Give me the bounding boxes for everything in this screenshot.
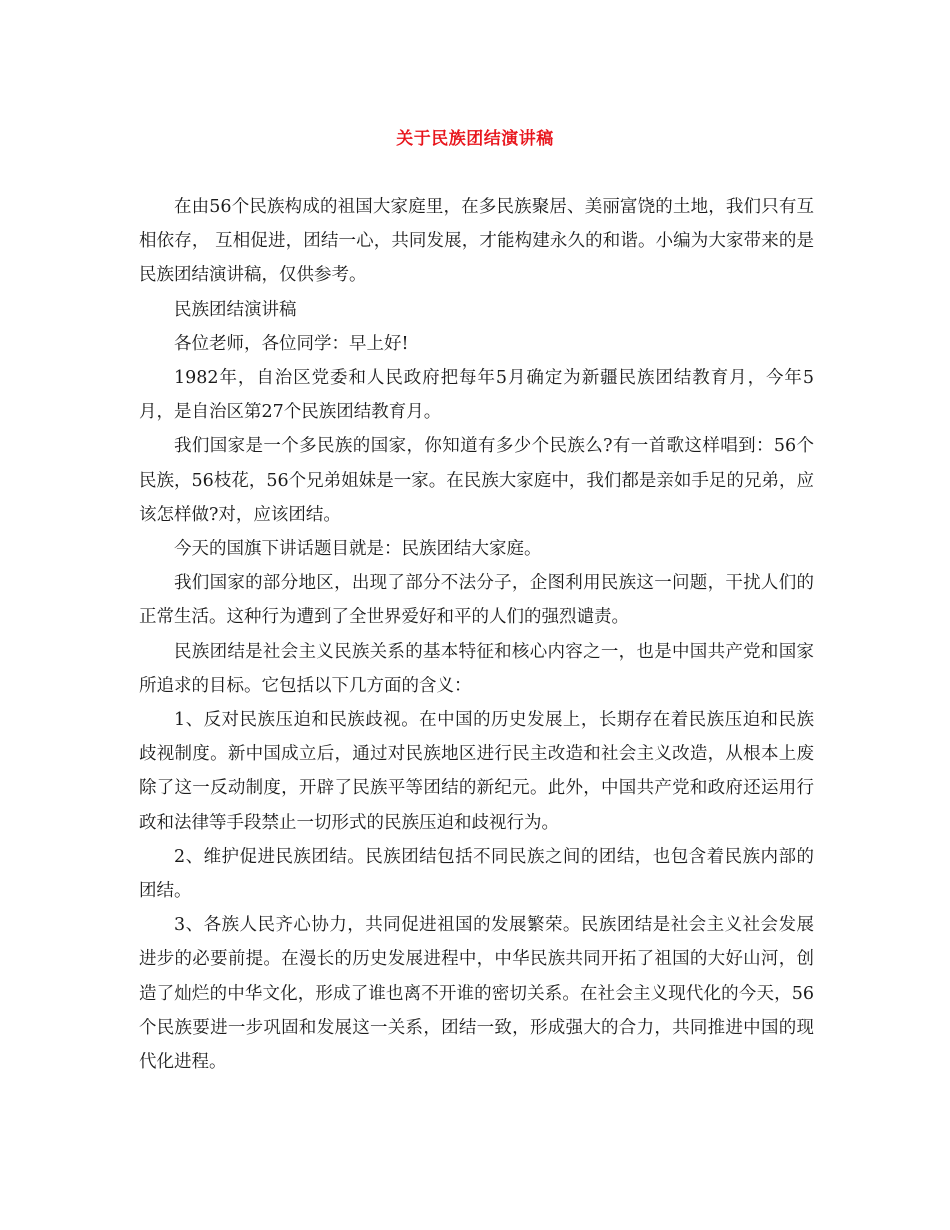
document-body [139,190,814,1079]
paragraph-point-2: 2、维护促进民族团结。民族团结包括不同民族之间的团结，也包含着民族内部的团结。 [139,846,814,902]
paragraph-greeting: 各位老师，各位同学：早上好! [174,333,409,354]
paragraph: 我们国家是一个多民族的国家，你知道有多少个民族么?有一首歌这样唱到：56个民族，56枝花，56个兄弟姐妹是一家。在民族大家庭中，我们都是亲如手足的兄弟，应该怎样做?对，应该团结。 [139,436,814,525]
paragraph: 今天的国旗下讲话题目就是：民族团结大家庭。 [174,539,542,560]
paragraph-intro: 在由56个民族构成的祖国大家庭里，在多民族聚居、美丽富饶的土地，我们只有互相依存， 互相促进，团结一心，共同发展，才能构建永久的和谐。小编为大家带来的是民族团结演讲稿，仅供参考。 [139,197,814,286]
paragraph: 我们国家的部分地区，出现了部分不法分子，企图利用民族这一问题，干扰人们的正常生活。这种行为遭到了全世界爱好和平的人们的强烈谴责。 [139,573,814,628]
paragraph-point-1: 1、反对民族压迫和民族歧视。在中国的历史发展上，长期存在着民族压迫和民族歧视制度。新中国成立后，通过对民族地区进行民主改造和社会主义改造，从根本上废除了这一反动制度，开辟了民族平等团结的新纪元。此外，中国共产党和政府还运用行政和法律等手段禁止一切形式的民族压迫和歧视行为。 [139,710,814,833]
paragraph: 1982年，自治区党委和人民政府把每年5月确定为新疆民族团结教育月，今年5月，是自治区第27个民族团结教育月。 [139,368,814,423]
paragraph: 民族团结是社会主义民族关系的基本特征和核心内容之一，也是中国共产党和国家所追求的目标。它包括以下几方面的含义： [139,641,814,696]
paragraph-point-3: 3、各族人民齐心协力，共同促进祖国的发展繁荣。民族团结是社会主义社会发展进步的必要前提。在漫长的历史发展进程中，中华民族共同开拓了祖国的大好山河，创造了灿烂的中华文化，形成了谁也离不开谁的密切关系。在社会主义现代化的今天，56个民族要进一步巩固和发展这一关系，团结一致，形成强大的合力，共同推进中国的现代化进程。 [139,915,814,1073]
paragraph-heading: 民族团结演讲稿 [174,299,297,320]
document-title: 关于民族团结演讲稿 [396,129,554,149]
